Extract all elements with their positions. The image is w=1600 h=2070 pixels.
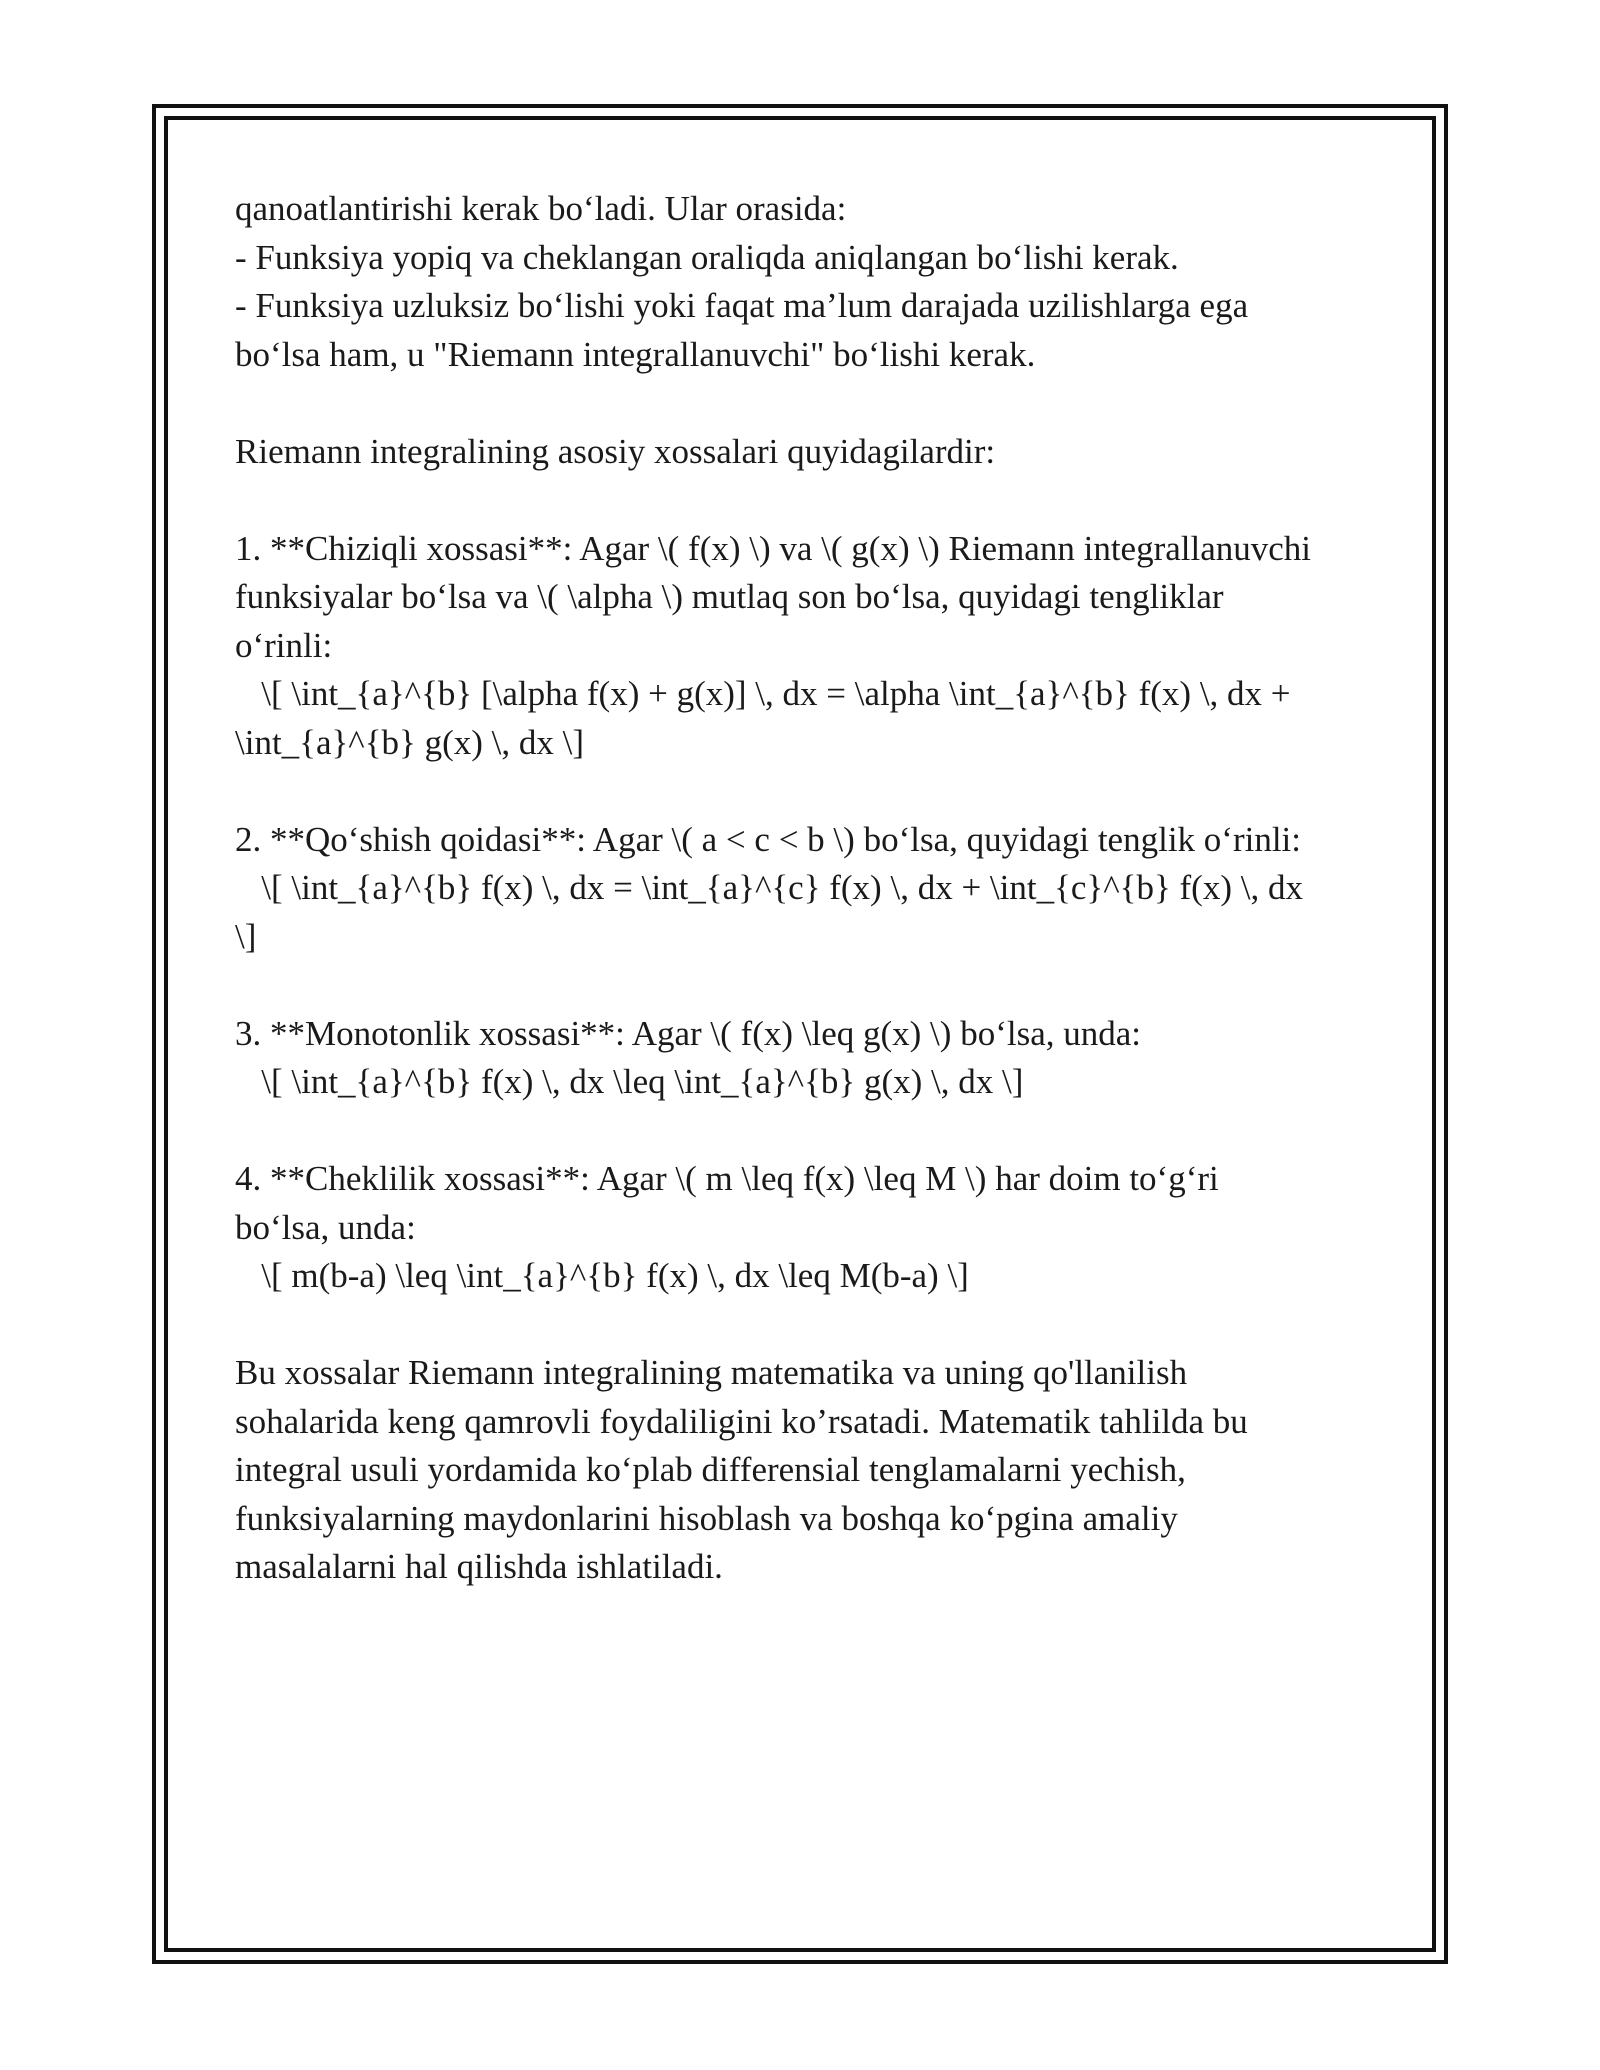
text-line: funksiyalar bo‘lsa va \( \alpha \) mutlaq son bo‘lsa, quyidagi tengliklar — [235, 577, 1224, 616]
property-3-title: 3. **Monotonlik xossasi**: Agar \( f(x) \leq g(x) \) bo‘lsa, unda: — [235, 1013, 1141, 1053]
blank-line — [235, 1107, 1375, 1156]
blank-line — [235, 767, 1375, 816]
formula-line: \[ \int_{a}^{b} f(x) \, dx \leq \int_{a}^{b} g(x) \, dx \] — [235, 1062, 1024, 1101]
conclusion-line: funksiyalarning maydonlarini hisoblash va boshqa ko‘pgina amaliy — [235, 1498, 1178, 1538]
conclusion-line: sohalarida keng qamrovli foydaliligini ko’rsatadi. Matematik tahlilda bu — [235, 1401, 1248, 1441]
formula-line: \[ \int_{a}^{b} [\alpha f(x) + g(x)] \, dx = \alpha \int_{a}^{b} f(x) \, dx + — [235, 674, 1291, 713]
formula-line: \int_{a}^{b} g(x) \, dx \] — [235, 722, 584, 762]
text-line: o‘rinli: — [235, 625, 333, 665]
property-1-title: 1. **Chiziqli xossasi**: Agar \( f(x) \) va \( g(x) \) Riemann integrallanuvchi — [235, 528, 1312, 568]
text-line: qanoatlantirishi kerak bo‘ladi. Ular orasida: — [235, 189, 847, 228]
formula-line: \[ \int_{a}^{b} f(x) \, dx = \int_{a}^{c} f(x) \, dx + \int_{c}^{b} f(x) \, dx — [235, 868, 1303, 907]
formula-line: \] — [235, 916, 257, 956]
text-line: - Funksiya yopiq va cheklangan oraliqda aniqlangan bo‘lishi kerak. — [235, 237, 1179, 277]
blank-line — [235, 1301, 1375, 1350]
text-line: bo‘lsa ham, u "Riemann integrallanuvchi" bo‘lishi kerak. — [235, 334, 1036, 374]
conclusion-line: Bu xossalar Riemann integralining matematika va uning qo'llanilish — [235, 1353, 1188, 1392]
blank-line — [235, 961, 1375, 1010]
conclusion-line: integral usuli yordamida ko‘plab differensial tenglamalarni yechish, — [235, 1450, 1186, 1489]
conclusion-line: masalalarni hal qilishda ishlatiladi. — [235, 1547, 723, 1586]
blank-line — [235, 476, 1375, 525]
text-line: bo‘lsa, unda: — [235, 1207, 416, 1247]
text-line: - Funksiya uzluksiz bo‘lishi yoki faqat ma’lum darajada uzilishlarga ega — [235, 286, 1249, 325]
formula-line: \[ m(b-a) \leq \int_{a}^{b} f(x) \, dx \leq M(b-a) \] — [235, 1256, 969, 1295]
property-4-title: 4. **Cheklilik xossasi**: Agar \( m \leq f(x) \leq M \) har doim to‘g‘ri — [235, 1159, 1219, 1198]
section-intro: Riemann integralining asosiy xossalari quyidagilardir: — [235, 431, 996, 471]
document-body — [235, 185, 1375, 1592]
property-2-title: 2. **Qo‘shish qoidasi**: Agar \( a < c < b \) bo‘lsa, quyidagi tenglik o‘rinli: — [235, 819, 1301, 859]
blank-line — [235, 379, 1375, 428]
